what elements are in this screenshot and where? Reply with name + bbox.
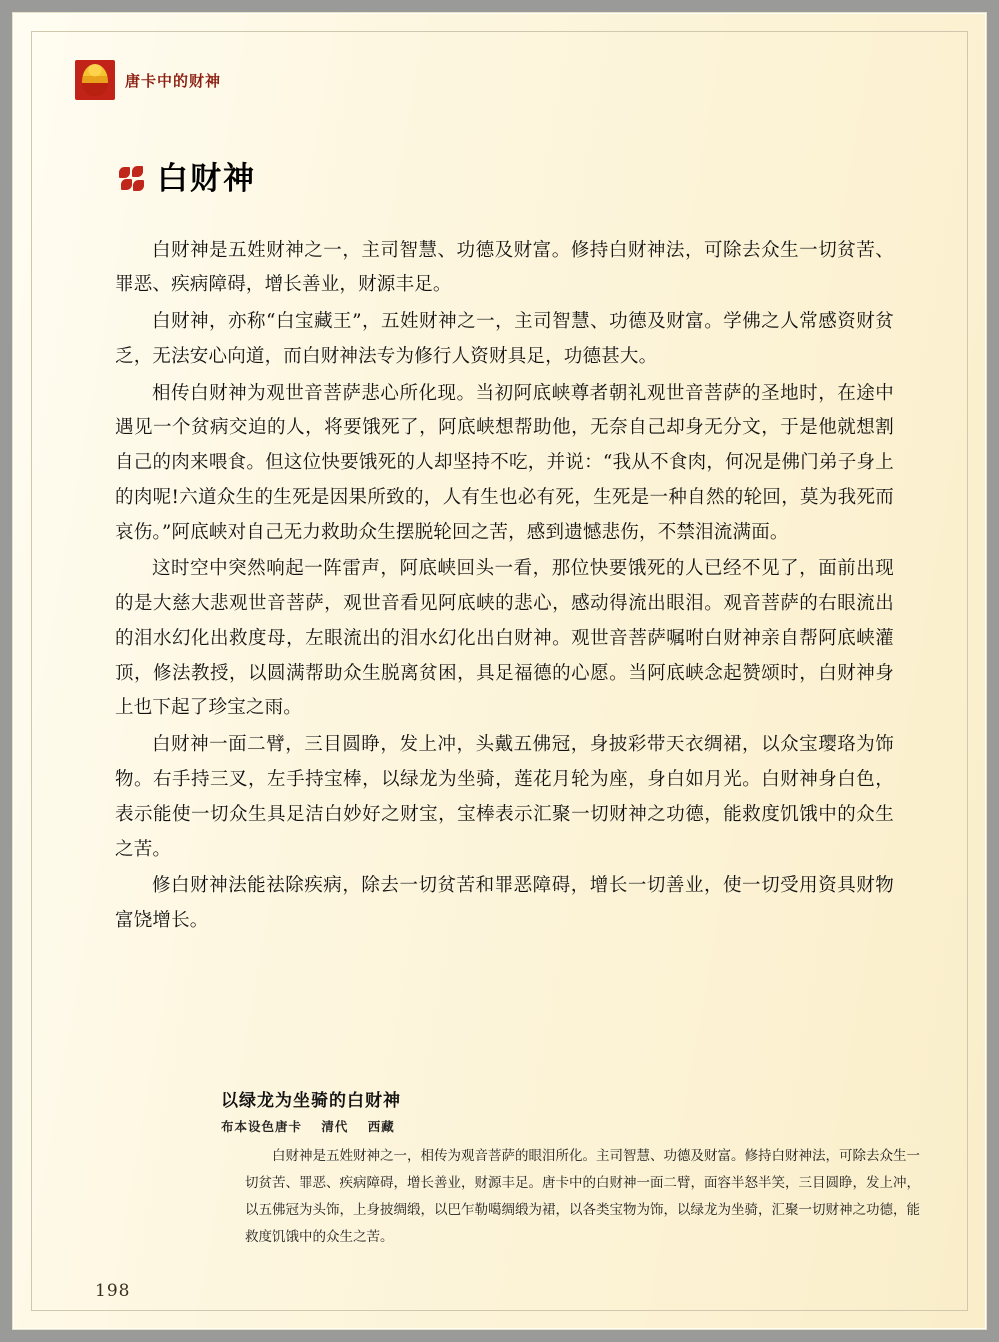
caption-body: 白财神是五姓财神之一，相传为观音菩萨的眼泪所化。主司智慧、功德及财富。修持白财神法，可除去众生一切贫苦、罪恶、疾病障碍，增长善业，财源丰足。唐卡中的白财神一面二臂，面容半怒半笑，三目圆睁，发上冲，以五佛冠为头饰，上身披绸缎，以巴乍勒噶绸缎为裙，以各类宝物为饰，以绿龙为坐骑，汇聚一切财神之功德，能救度饥饿中的众生之苦。 xyxy=(245,1148,920,1245)
caption-meta-medium: 布本设色唐卡 xyxy=(221,1119,303,1134)
paragraph: 修白财神法能祛除疾病，除去一切贫苦和罪恶障碍，增长一切善业，使一切受用资具财物富饶增长。 xyxy=(115,875,894,932)
page-number: 198 xyxy=(95,1281,131,1301)
paragraph: 相传白财神为观世音菩萨悲心所化现。当初阿底峡尊者朝礼观世音菩萨的圣地时，在途中遇见一个贫病交迫的人，将要饿死了，阿底峡想帮助他，无奈自己却身无分文，于是他就想割自己的肉来喂食。但这位快要饿死的人却坚持不吃，并说：“我从不食肉，何况是佛门弟子身上的肉呢!六道众生的生死是因果所致的，人有生也必有死，生死是一种自然的轮回，莫为我死而哀伤。”阿底峡对自己无力救助众生摆脱轮回之苦，感到遗憾悲伤，不禁泪流满面。 xyxy=(115,382,894,543)
deity-seal-icon xyxy=(75,60,115,100)
figure-caption xyxy=(13,1086,986,1251)
page-title: 白财神 xyxy=(157,160,256,197)
caption-meta-region: 西藏 xyxy=(367,1119,395,1134)
paragraph: 白财神是五姓财神之一，主司智慧、功德及财富。修持白财神法，可除去众生一切贫苦、罪恶、疾病障碍，增长善业，财源丰足。 xyxy=(115,239,894,296)
running-header-title: 唐卡中的财神 xyxy=(125,71,222,90)
caption-meta xyxy=(221,1117,920,1135)
running-header xyxy=(75,57,924,103)
caption-meta-period: 清代 xyxy=(321,1119,349,1134)
page-sheet xyxy=(12,12,987,1330)
paragraph: 这时空中突然响起一阵雷声，阿底峡回头一看，那位快要饿死的人已经不见了，面前出现的是大慈大悲观世音菩萨，观世音看见阿底峡的悲心，感动得流出眼泪。观音菩萨的右眼流出的泪水幻化出救度母，左眼流出的泪水幻化出白财神。观世音菩萨嘱咐白财神亲自帮阿底峡灌顶，修法教授，以圆满帮助众生脱离贫困，具足福德的心愿。当阿底峡念起赞颂时，白财神身上也下起了珍宝之雨。 xyxy=(115,558,894,719)
paragraph: 白财神一面二臂，三目圆睁，发上冲，头戴五佛冠，身披彩带天衣绸裙，以众宝璎珞为饰物。右手持三叉，左手持宝棒，以绿龙为坐骑，莲花月轮为座，身白如月光。白财神身白色，表示能使一切众生具足洁白妙好之财宝，宝棒表示汇聚一切财神之功德，能救度饥饿中的众生之苦。 xyxy=(115,734,894,860)
paragraph: 白财神，亦称“白宝藏王”，五姓财神之一，主司智慧、功德及财富。学佛之人常感资财贫乏，无法安心向道，而白财神法专为修行人资财具足，功德甚大。 xyxy=(115,311,894,367)
flower-ornament-icon xyxy=(119,166,145,192)
section-heading xyxy=(119,143,924,216)
caption-title: 以绿龙为坐骑的白财神 xyxy=(221,1091,401,1111)
body-text xyxy=(75,234,924,939)
